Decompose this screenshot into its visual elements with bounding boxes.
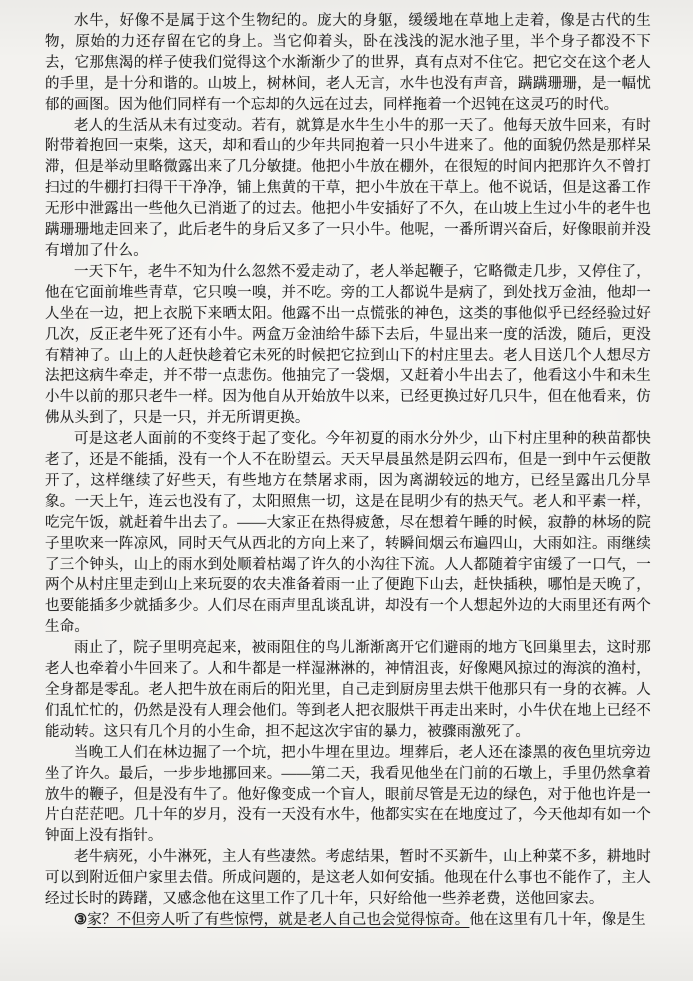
paragraph-1: 水牛，好像不是属于这个生物纪的。庞大的身躯，缓缓地在草地上走着，像是古代的生物，原始的力还存留在它的身上。当它仰着头，卧在浅浅的泥水池子里，半个身子都没不下去，它那焦渴的样子使我们觉得这个水渐渐少了的世界，真有点对不住它。把它交在这个老人的手里，是十分和谐的。山坡上，树林间，老人无言，水牛也没有声音，蹒蹒珊珊，是一幅忧郁的画图。因为他们同样有一个忘却的久远在过去，同样拖着一个迟钝在这灵巧的时代。 [45, 13, 651, 113]
underlined-sentence: 家？不但旁人听了有些惊愕，就是老人自己也会觉得惊奇。 [87, 911, 470, 928]
paragraph-final [45, 910, 651, 931]
circled-number-3-marker: ③ [74, 911, 88, 928]
paragraph-6: 当晚工人们在林边掘了一个坑，把小牛埋在里边。埋葬后，老人还在漆黑的夜色里坑旁边坐了许久。最后，一步步地挪回来。——第二天，我看见他坐在门前的石墩上，手里仍然拿着放牛的鞭子，但是没有牛了。他好像变成一个盲人，眼前尽管是无边的绿色，对于他也许是一片白茫茫吧。几十年的岁月，没有一天没有水牛，他都实实在在地度过了，今天他却有如一个钟面上没有指针。 [45, 744, 651, 845]
paragraph-3: 一天下午，老牛不知为什么忽然不爱走动了，老人举起鞭子，它略微走几步，又停住了，他在它面前堆些青草，它只嗅一嗅，并不吃。旁的工人都说牛是病了，到处找万金油，他却一人坐在一边，把上衣脱下来晒太阳。他露不出一点慌张的神色，这类的事他似乎已经经验过好几次，反正老牛死了还有小牛。两盒万金油给牛舔下去后，牛显出来一度的活泼，随后，更没有精神了。山上的人赶快趁着它未死的时候把它拉到山下的村庄里去。老人目送几个人想尽方法把这病牛牵走，并不带一点悲伤。他抽完了一袋烟，又赶着小牛出去了，他看这小牛和未生小牛以前的那只老牛一样。因为他自从开始放牛以来，已经更换过好几只牛，但在他看来，仿佛从头到了，只是一只，并无所谓更换。 [45, 263, 651, 427]
paragraph-7: 老牛病死，小牛淋死，主人有些凄然。考虑结果，暂时不买新牛，山上种菜不多，耕地时可以到附近佃户家里去借。所成问题的，是这老人如何安插。他现在什么事也不能作了，主人经过长时的踌躇，又感念他在这里工作了几十年，只好给他一些养老费，送他回家去。 [45, 849, 651, 908]
paragraph-5: 雨止了，院子里明亮起来，被雨阻住的鸟儿渐渐离开它们避雨的地方飞回巢里去，这时那老人也牵着小牛回来了。人和牛都是一样湿淋淋的，神情沮丧，好像飓风掠过的海滨的渔村，全身都是零乱。老人把牛放在雨后的阳光里，自己走到厨房里去烘干他那只有一身的衣裤。人们乱忙忙的，仍然是没有人理会他们。等到老人把衣服烘干再走出来时，小牛伏在地上已经不能动转。这只有几个月的小生命，担不起这次宇宙的暴力，被骤雨激死了。 [45, 640, 651, 740]
paragraph-2: 老人的生活从未有过变动。若有，就算是水牛生小牛的那一天了。他每天放牛回来，有时附带着抱回一束柴，这天，却和看山的少年共同抱着一只小牛进来了。他的面貌仍然是那样呆滞，但是举动里略微露出来了几分敏捷。他把小牛放在棚外，在很短的时间内把那许久不曾打扫过的牛棚打扫得干干净净，铺上焦黄的干草，把小牛放在干草上。他不说话，但是这番工作无形中泄露出一些他久已消逝了的过去。他把小牛安插好了不久，在山坡上生过小牛的老牛也蹒珊珊地走回来了，此后老牛的身后又多了一只小牛。他呢，一番所谓兴奋后，好像眼前并没有增加了什么。 [45, 117, 651, 259]
passage-text-block [45, 11, 651, 931]
paragraph-4: 可是这老人面前的不变终于起了变化。今年初夏的雨水分外少，山下村庄里种的秧苗都快老了，还是不能插，没有一个人不在盼望云。天天早晨虽然是阴云四布，但是一到中午云便散开了，这样继续了好些天，有些地方在禁屠求雨，因为离湖较远的地方，已经呈露出几分旱象。一天上午，连云也没有了，太阳照焦一切，这是在昆明少有的热天气。老人和平素一样，吃完午饭，就赶着牛出去了。——大家正在热得疲惫，尽在想着午睡的时候，寂静的林场的院子里吹来一阵凉风，同时天气从西北的方向上来了，转瞬间烟云布遍四山，大雨如注。雨继续了三个钟头，山上的雨水到处顺着枯竭了许久的小沟往下流。人人都随着宇宙缓了一口气，一两个从村庄里走到山上来玩耍的农夫准备着雨一止了便跑下山去，赶快插秧，哪怕是天晚了，也要能插多少就插多少。人们尽在雨声里乱谈乱讲，却没有一个人想起外边的大雨里还有两个生命。 [45, 431, 651, 636]
final-paragraph-continuation: 他在这里有几十年，像是生 [469, 911, 646, 928]
